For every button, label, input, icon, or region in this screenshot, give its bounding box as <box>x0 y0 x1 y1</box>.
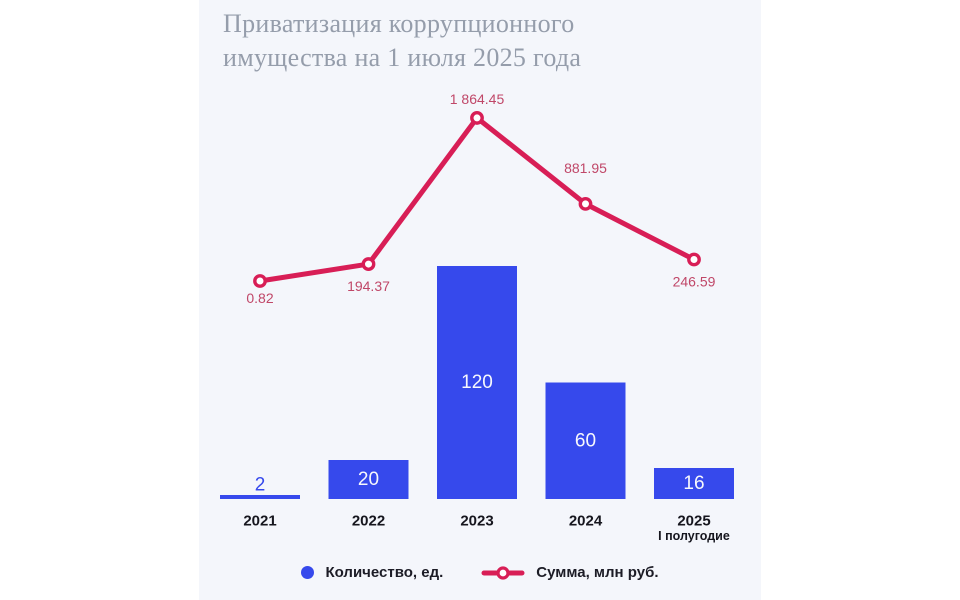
bar-value-label: 20 <box>357 469 380 491</box>
x-axis-label-2024: 2024 <box>568 512 603 530</box>
line-marker-2021[interactable] <box>255 276 265 286</box>
legend-label-sum: Сумма, млн руб. <box>536 564 659 581</box>
line-marker-2022[interactable] <box>363 259 373 269</box>
x-axis-label-2023: 2023 <box>460 512 494 530</box>
bar-2021[interactable] <box>220 495 300 499</box>
x-axis-sublabel: I полугодие <box>658 529 730 543</box>
line-marker-2024[interactable] <box>580 199 590 209</box>
bar-value-label: 16 <box>683 472 705 494</box>
line-marker-2025[interactable] <box>689 254 699 264</box>
line-value-label: 194.37 <box>347 278 390 295</box>
bar-value-label: 2 <box>254 474 266 496</box>
bar-value-label: 60 <box>574 430 597 452</box>
x-axis-label-2022: 2022 <box>351 512 386 530</box>
line-value-label: 246.59 <box>672 273 716 290</box>
line-value-label: 1 864.45 <box>449 90 505 107</box>
x-axis-label-2021: 2021 <box>243 512 277 530</box>
bar-value-label: 120 <box>461 372 493 394</box>
line-marker-2023[interactable] <box>472 113 482 123</box>
line-value-label: 881.95 <box>564 159 607 176</box>
chart-title-line-1: Приватизация коррупционного <box>223 9 575 38</box>
legend-label-quantity: Количество, ед. <box>325 564 444 581</box>
chart-title-line-2: имущества на 1 июля 2025 года <box>223 43 582 72</box>
sum-line <box>260 118 694 281</box>
line-value-label: 0.82 <box>246 290 274 306</box>
x-axis-label-2025: 2025 <box>677 512 711 530</box>
